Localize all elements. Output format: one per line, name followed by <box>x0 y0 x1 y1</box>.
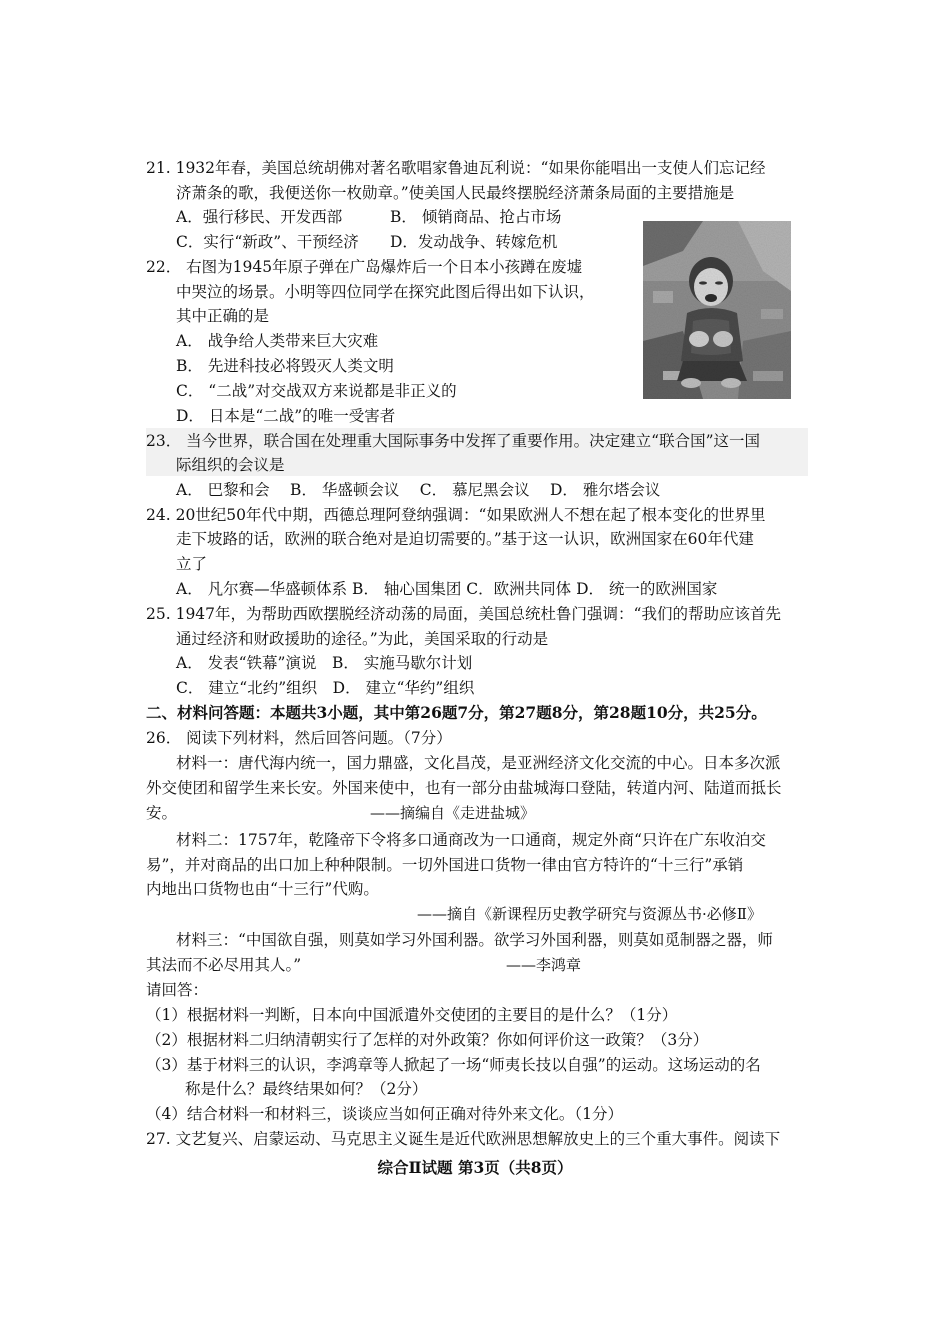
q26-sub1: （1）根据材料一判断，日本向中国派遣外交使团的主要目的是什么？（1分） <box>146 1006 678 1024</box>
q26-sub3-line1: （3）基于材料三的认识，李鸿章等人掀起了一场“师夷长技以自强”的运动。这场运动的名 <box>146 1056 761 1074</box>
q26-material2-line3: 内地出口货物也由“十三行”代购。 <box>146 880 379 898</box>
q22-option-c: C． “二战”对交战双方来说都是非正义的 <box>176 382 457 400</box>
q26-material3-line2: 其法而不必尽用其人。” <box>146 956 302 974</box>
q26-sub3-line2: 称是什么？最终结果如何？（2分） <box>185 1080 428 1098</box>
q21-option-b: B． 倾销商品、抢占市场 <box>390 208 562 226</box>
q26-sub2: （2）根据材料二归纳清朝实行了怎样的对外政策？你如何评价这一政策？（3分） <box>146 1031 709 1049</box>
q24-stem-line3: 立了 <box>176 555 208 573</box>
q23-options: A． 巴黎和会 B． 华盛顿会议 C． 慕尼黑会议 D． 雅尔塔会议 <box>176 481 661 499</box>
q26-material3-source: ——李鸿章 <box>506 956 582 974</box>
q26-material3-line1: 材料三：“中国欲自强，则莫如学习外国利器。欲学习外国利器，则莫如觅制器之器，师 <box>176 931 773 949</box>
q25-stem-line2: 通过经济和财政援助的途径。”为此，美国采取的行动是 <box>176 630 549 648</box>
q25-stem-line1: 25. 1947年，为帮助西欧摆脱经济动荡的局面，美国总统杜鲁门强调：“我们的帮助应该首先 <box>146 605 781 623</box>
q26-material2-line2: 易”，并对商品的出口加上种种限制。一切外国进口货物一律由官方特许的“十三行”承销 <box>146 856 744 874</box>
q22-stem-line1: 22． 右图为1945年原子弹在广岛爆炸后一个日本小孩蹲在废墟 <box>146 258 583 276</box>
section-2-heading: 二、材料问答题：本题共3小题，其中第26题7分，第27题8分，第28题10分，共25分。 <box>146 703 767 722</box>
q25-options-ab: A． 发表“铁幕”演说 B． 实施马歇尔计划 <box>176 654 473 672</box>
q27-stem-line1: 27. 文艺复兴、启蒙运动、马克思主义诞生是近代欧洲思想解放史上的三个重大事件。阅读下 <box>146 1130 781 1148</box>
q24-stem-line2: 走下坡路的话，欧洲的联合绝对是迫切需要的。”基于这一认识，欧洲国家在60年代建 <box>176 530 754 548</box>
q26-material1-source: ——摘编自《走进盐城》 <box>370 804 536 822</box>
q26-answer-prompt: 请回答： <box>146 981 209 999</box>
q25-options-cd: C． 建立“北约”组织 D． 建立“华约”组织 <box>176 679 475 697</box>
q21-stem-line1: 21. 1932年春，美国总统胡佛对著名歌唱家鲁迪瓦利说：“如果你能唱出一支使人们忘记经 <box>146 159 766 177</box>
q22-stem-line3: 其中正确的是 <box>176 307 270 325</box>
q26-sub4: （4）结合材料一和材料三，谈谈应当如何正确对待外来文化。（1分） <box>146 1105 623 1123</box>
q26-intro: 26． 阅读下列材料，然后回答问题。（7分） <box>146 729 452 747</box>
q22-option-a: A． 战争给人类带来巨大灾难 <box>176 332 379 350</box>
q26-material1-line2: 外交使团和留学生来长安。外国来使中，也有一部分由盐城海口登陆，转道内河、陆道而抵长 <box>146 779 782 797</box>
q22-option-b: B． 先进科技必将毁灭人类文明 <box>176 357 394 375</box>
q22-stem-line2: 中哭泣的场景。小明等四位同学在探究此图后得出如下认识， <box>176 283 595 301</box>
q21-stem-line2: 济萧条的歌，我便送你一枚勋章。”使美国人民最终摆脱经济萧条局面的主要措施是 <box>176 184 735 202</box>
q21-option-d: D．发动战争、转嫁危机 <box>390 233 558 251</box>
q23-stem-line2: 际组织的会议是 <box>176 456 285 474</box>
hiroshima-child-photo <box>643 221 791 399</box>
q22-option-d: D． 日本是“二战”的唯一受害者 <box>176 407 396 425</box>
q21-option-c: C．实行“新政”、干预经济 <box>176 233 359 251</box>
q26-material1-line3: 安。 <box>146 804 178 822</box>
q21-option-a: A．强行移民、开发西部 <box>176 208 343 226</box>
q24-stem-line1: 24. 20世纪50年代中期，西德总理阿登纳强调：“如果欧洲人不想在起了根本变化的世界里 <box>146 506 766 524</box>
q23-stem-line1: 23． 当今世界，联合国在处理重大国际事务中发挥了重要作用。决定建立“联合国”这一国 <box>146 432 761 450</box>
q26-material2-line1: 材料二：1757年，乾隆帝下令将多口通商改为一口通商，规定外商“只许在广东收泊交 <box>176 831 766 849</box>
page-footer: 综合Ⅱ试题 第3页（共8页） <box>377 1158 573 1177</box>
q26-material2-source: ——摘自《新课程历史教学研究与资源丛书·必修Ⅱ》 <box>417 905 762 923</box>
q26-material1-line1: 材料一：唐代海内统一，国力鼎盛，文化昌茂，是亚洲经济文化交流的中心。日本多次派 <box>176 754 781 772</box>
q24-options: A． 凡尔赛—华盛顿体系 B． 轴心国集团 C．欧洲共同体 D． 统一的欧洲国家 <box>176 580 718 598</box>
